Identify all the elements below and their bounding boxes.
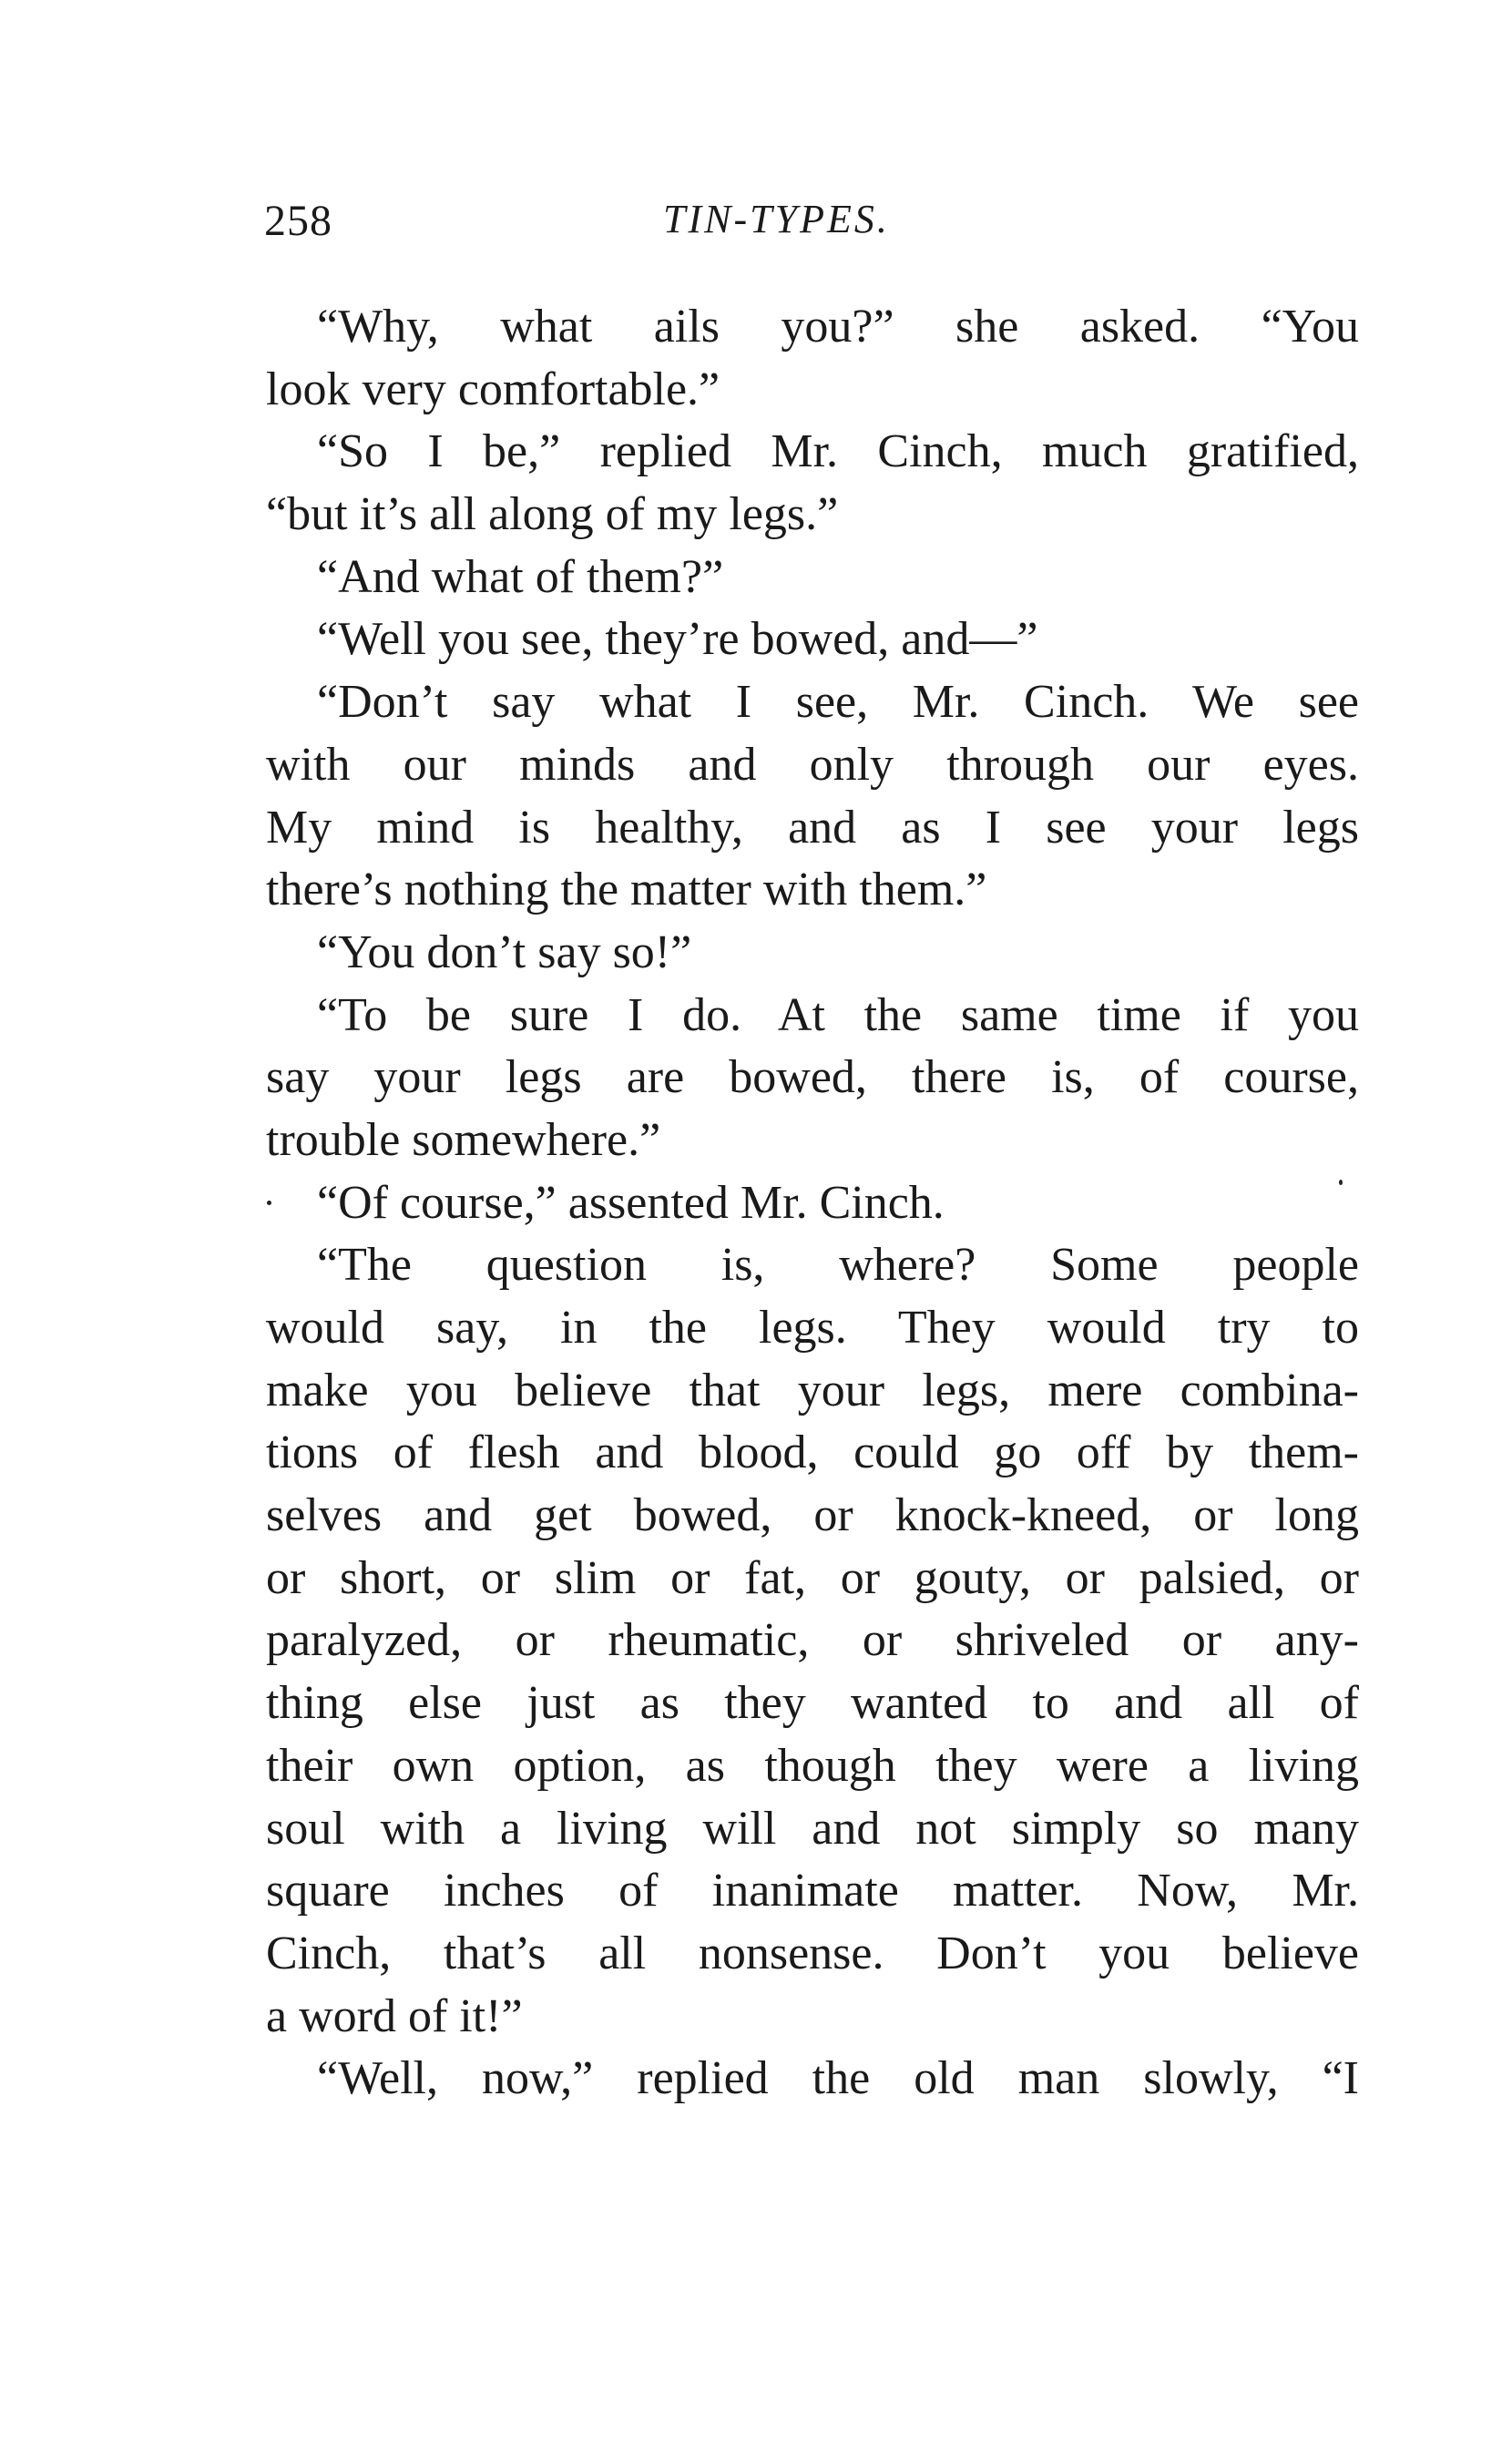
- text-line: Cinch, that’s all nonsense. Don’t you believe: [266, 1927, 1359, 1979]
- text-line: square inches of inanimate matter. Now, Mr.: [266, 1865, 1359, 1917]
- text-line: with our minds and only through our eyes.: [266, 738, 1359, 791]
- text-line: “Why, what ails you?” she asked. “You: [317, 301, 1359, 353]
- text-line: soul with a living will and not simply so many: [266, 1802, 1359, 1855]
- text-line: “You don’t say so!”: [317, 925, 692, 978]
- text-line: make you believe that your legs, mere combina-: [266, 1364, 1359, 1416]
- text-line: a word of it!”: [266, 1989, 523, 2042]
- text-line: “So I be,” replied Mr. Cinch, much gratified,: [317, 425, 1359, 478]
- text-line: say your legs are bowed, there is, of course,: [266, 1051, 1359, 1104]
- text-line: there’s nothing the matter with them.”: [266, 864, 987, 916]
- text-line: “The question is, where? Some people: [317, 1239, 1359, 1292]
- text-line: trouble somewhere.”: [266, 1113, 661, 1166]
- text-line: “but it’s all along of my legs.”: [266, 488, 839, 541]
- body-text: [266, 296, 1359, 2111]
- text-line: selves and get bowed, or knock-kneed, or long: [266, 1489, 1359, 1542]
- text-line: “Well you see, they’re bowed, and—”: [317, 613, 1038, 666]
- page-number: 258: [264, 197, 332, 245]
- text-line: would say, in the legs. They would try to: [266, 1302, 1359, 1354]
- text-line: “And what of them?”: [317, 550, 724, 603]
- text-line: “Don’t say what I see, Mr. Cinch. We see: [317, 676, 1359, 729]
- text-line: tions of flesh and blood, could go off by them-: [266, 1426, 1359, 1479]
- print-speck: [267, 1201, 271, 1205]
- running-head: [264, 196, 1357, 251]
- text-line: “To be sure I do. At the same time if you: [317, 988, 1359, 1041]
- text-line: or short, or slim or fat, or gouty, or palsied, or: [266, 1551, 1359, 1604]
- text-line: “Well, now,” replied the old man slowly, “I: [317, 2052, 1359, 2105]
- text-line: paralyzed, or rheumatic, or shriveled or any-: [266, 1614, 1359, 1667]
- text-line: their own option, as though they were a living: [266, 1739, 1359, 1792]
- text-line: “Of course,” assented Mr. Cinch.: [317, 1176, 945, 1229]
- print-speck: [1339, 1180, 1343, 1185]
- running-title: TIN-TYPES.: [663, 197, 890, 241]
- text-line: thing else just as they wanted to and all of: [266, 1677, 1359, 1730]
- text-line: My mind is healthy, and as I see your legs: [266, 801, 1359, 854]
- text-line: look very comfortable.”: [266, 363, 720, 415]
